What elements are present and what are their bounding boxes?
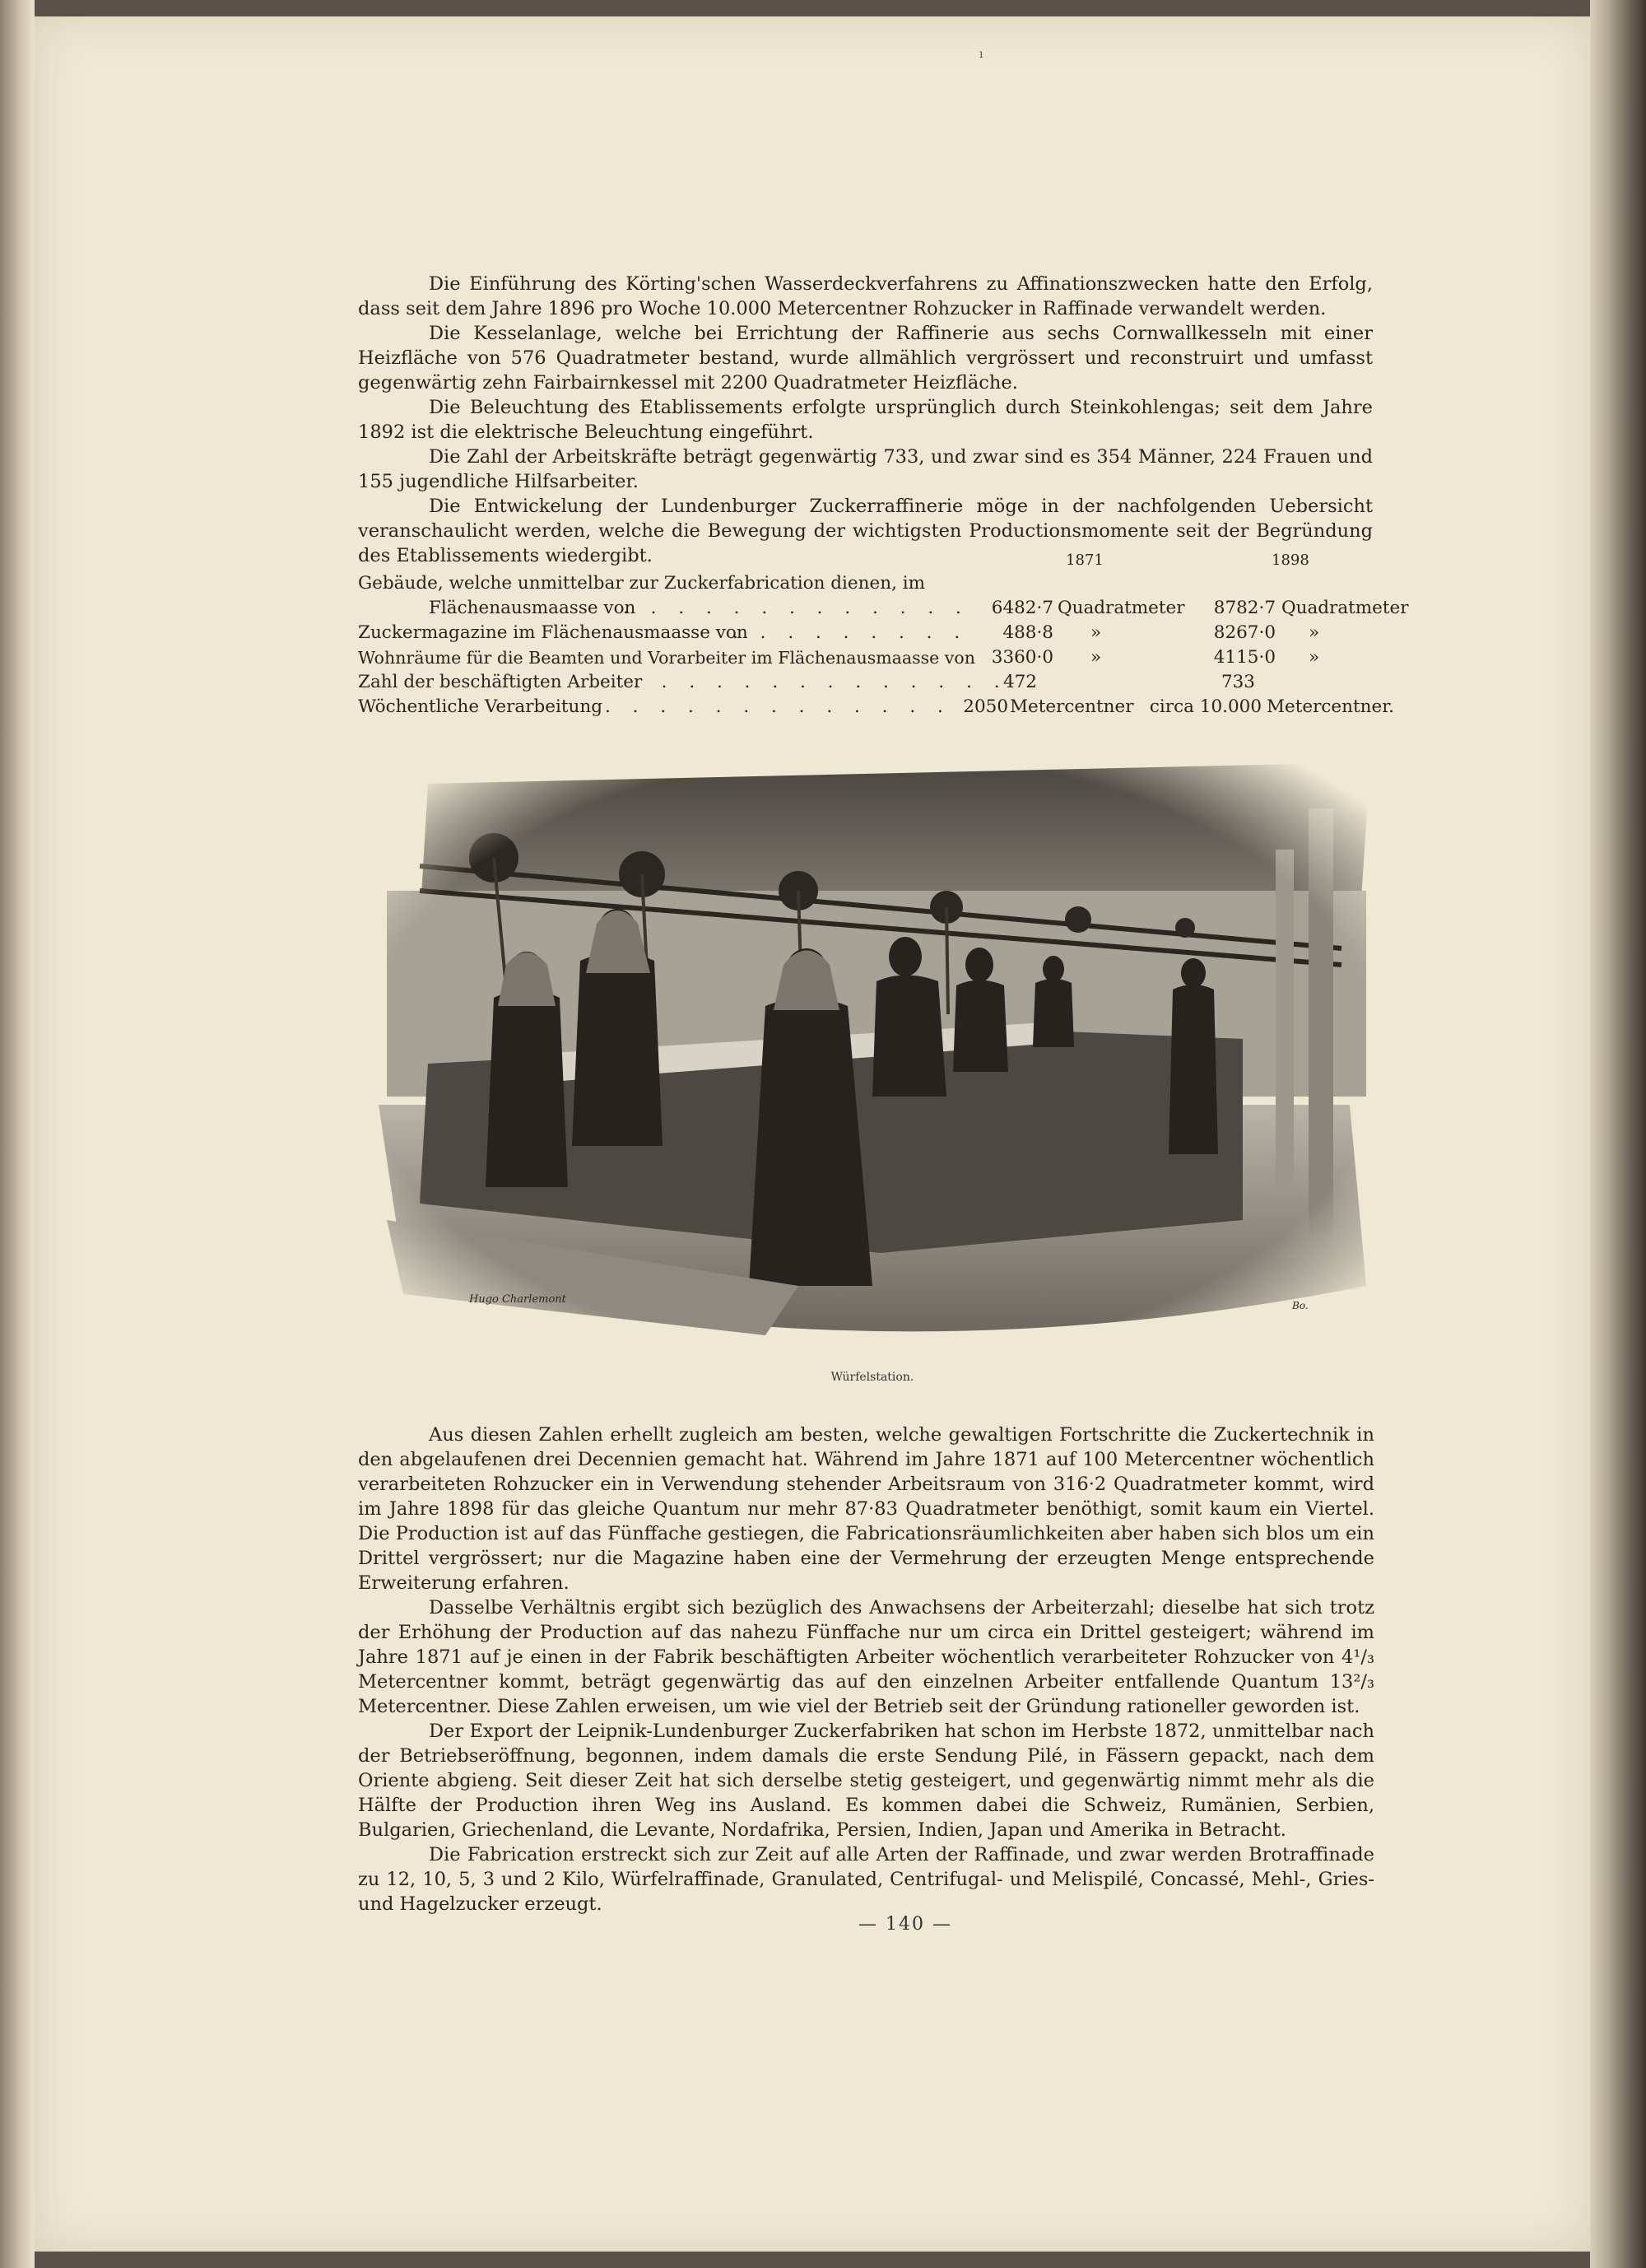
row-label: Zahl der beschäftigten Arbeiter [358, 672, 643, 692]
paragraph: Aus diesen Zahlen erhellt zugleich am besten, welche gewaltigen Fortschritte die Zuckertechnik in den abgelaufenen drei Decennien gemacht hat. Während im Jahre 1871 auf 100 Metercentner wöchentlich verarbeiteten Rohzucker ein in Verwendung stehender Arbeitsraum von 316·2 Quadratmeter kommt, wird im Jahre 1898 für das gleiche Quantum nur mehr 87·83 Quadratmeter benöthigt, somit kaum ein Viertel. Die Production ist auf das Fünffache gestiegen, die Fabricationsräumlichkeiten aber haben sich blos um ein Drittel vergrössert; nur die Magazine haben eine der Vermehrung der erzeugten Menge entsprechende Erweiterung erfahren. [358, 1424, 1374, 1594]
paragraph: Die Kesselanlage, welche bei Errichtung der Raffinerie aus sechs Cornwallkesseln mit einer Heizfläche von 576 Quadratmeter bestand, wurde allmählich vergrössert und reconstruirt und umfasst gegenwärtig zehn Fairbairnkessel mit 2200 Quadratmeter Heizfläche. [358, 323, 1373, 394]
text-block-bottom [358, 1423, 1374, 1916]
paragraph: Die Zahl der Arbeitskräfte beträgt gegenwärtig 733, und zwar sind es 354 Männer, 224 Frauen und 155 jugendliche Hilfsarbeiter. [358, 446, 1373, 492]
unit-1898: Quadratmeter [1281, 598, 1409, 618]
top-mark: ı [979, 48, 983, 61]
value-1898: 8267·0 [1213, 622, 1276, 643]
scan-right-edge [1590, 0, 1646, 2268]
scan-left-edge [0, 0, 35, 2268]
artist-signature: Hugo Charlemont [469, 1293, 566, 1306]
year-1898-header: 1898 [1272, 552, 1309, 569]
table-row [358, 645, 1373, 670]
value-1898: 4115·0 [1213, 647, 1276, 668]
unit-1871: » [1090, 622, 1102, 643]
factory-illustration [370, 759, 1374, 1352]
unit-1871: Quadratmeter [1058, 598, 1185, 618]
row-label: Flächenausmaasse von [429, 598, 636, 618]
value-1898: 8782·7 [1213, 598, 1276, 618]
engraver-signature: Bo. [1292, 1300, 1309, 1311]
value-1871: 472 [1002, 672, 1037, 692]
table-row [358, 621, 1373, 645]
paragraph: Die Entwickelung der Lundenburger Zuckerraffinerie möge in der nachfolgenden Uebersicht veranschaulicht werden, welche die Bewegung der wichtigsten Productionsmomente seit der Begründung des Etablissements wiedergibt. [358, 496, 1373, 566]
page-number: — 140 — [858, 1914, 952, 1935]
leader-dots: . . . . . . . . . [732, 622, 969, 643]
leader-dots: . . . . . . . . . . . . . [623, 598, 969, 618]
paragraph: Die Fabrication erstreckt sich zur Zeit auf alle Arten der Raffinade, und zwar werden Brotraffinade zu 12, 10, 5, 3 und 2 Kilo, Würfelraffinade, Granulated, Centrifugal- und Melispilé, Concassé, Mehl-, Gries- und Hagelzucker erzeugt. [358, 1844, 1374, 1915]
unit-1898: » [1309, 622, 1320, 643]
unit-1898: Metercentner. [1267, 696, 1394, 717]
paragraph: Die Beleuchtung des Etablissements erfolgte ursprünglich durch Steinkohlengas; seit dem Jahre 1892 ist die elektrische Beleuchtung eingeführt. [358, 397, 1373, 443]
text-block-top [358, 272, 1373, 568]
paragraph: Die Einführung des Körting'schen Wasserdeckverfahrens zu Affinationszwecken hatte den Erfolg, dass seit dem Jahre 1896 pro Woche 10.000 Metercentner Rohzucker in Raffinade verwandelt werden. [358, 273, 1373, 319]
table-row [358, 670, 1373, 695]
value-1871: 3360·0 [991, 647, 1053, 668]
table-intro-row [358, 571, 1373, 596]
value-1871: 488·8 [1002, 622, 1053, 643]
paragraph: Der Export der Leipnik-Lundenburger Zuckerfabriken hat schon im Herbste 1872, unmittelbar nach der Betriebseröffnung, begonnen, indem damals die erste Sendung Pilé, in Fässern gepackt, nach dem Oriente abgieng. Seit dieser Zeit hat sich derselbe stetig gesteigert, und gegenwärtig nimmt mehr als die Hälfte der Production ihren Weg ins Ausland. Es kommen dabei die Schweiz, Rumänien, Serbien, Bulgarien, Griechenland, die Levante, Nordafrika, Persien, Indien, Japan und Amerika in Betracht. [358, 1721, 1374, 1841]
leader-dots: . . . . . . . . . . . . . [605, 696, 951, 717]
unit-1871: Metercentner [1010, 696, 1134, 717]
leader-dots: . . . . . . . . . . . . . . [634, 672, 1008, 692]
value-1871: 2050 [963, 696, 1008, 717]
value-1898: circa 10.000 [1149, 696, 1262, 717]
row-label: Zuckermagazine im Flächenausmaasse von [358, 622, 748, 643]
unit-1898: » [1309, 647, 1320, 668]
unit-1871: » [1090, 647, 1102, 668]
paragraph: Dasselbe Verhältnis ergibt sich bezüglich des Anwachsens der Arbeiterzahl; dieselbe hat sich trotz der Erhöhung der Production auf das nahezu Fünffache nur um circa ein Drittel gesteigert; während im Jahre 1871 auf je einen in der Fabrik beschäftigten Arbeiter wöchentlich verarbeiteter Rohzucker von 4¹/₃ Metercentner kommt, beträgt gegenwärtig das auf den einzelnen Arbeiter entfallende Quantum 13²/₃ Metercentner. Diese Zahlen erweisen, um wie viel der Betrieb seit der Gründung rationeller geworden ist. [358, 1597, 1374, 1717]
year-1871-header: 1871 [1066, 552, 1104, 569]
value-1898: 733 [1221, 672, 1255, 692]
row-label: Wöchentliche Verarbeitung [358, 696, 602, 717]
table-row [358, 596, 1409, 621]
figure-caption: Würfelstation. [830, 1371, 914, 1384]
table-intro: Gebäude, welche unmittelbar zur Zuckerfabrication dienen, im [358, 573, 926, 594]
value-1871: 6482·7 [991, 598, 1053, 618]
row-label: Wohnräume für die Beamten und Vorarbeiter im Flächenausmaasse von [358, 648, 975, 668]
table-row [358, 695, 1394, 720]
